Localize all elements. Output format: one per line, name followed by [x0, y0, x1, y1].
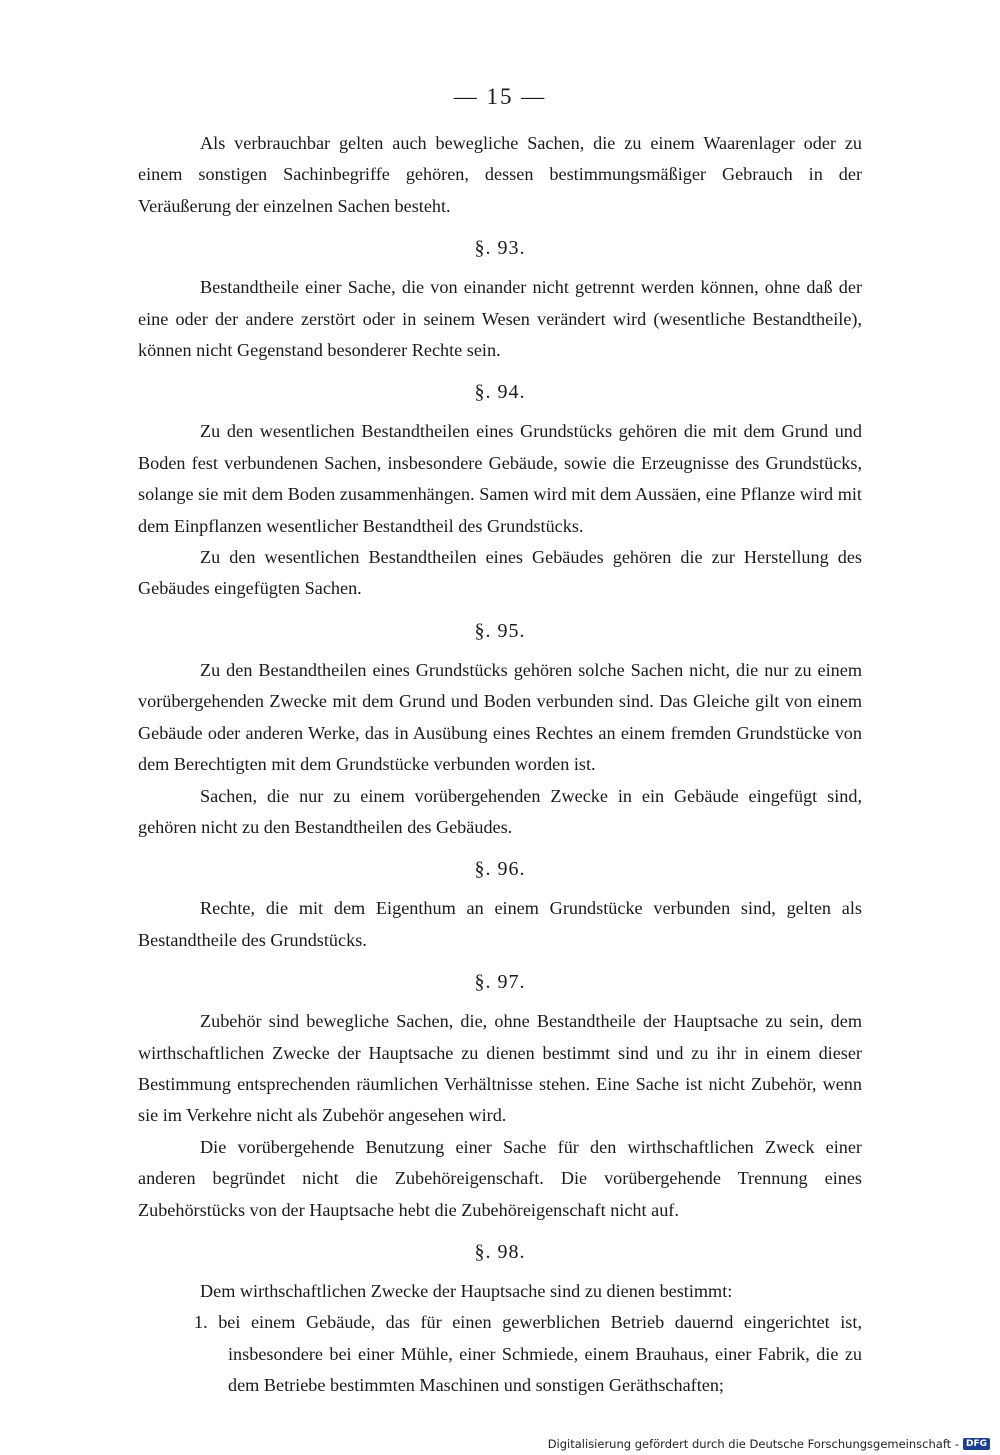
section-94: [138, 378, 862, 604]
dfg-logo: DFG: [963, 1438, 990, 1450]
section-heading: §. 97.: [474, 971, 526, 994]
list-item: 1. bei einem Gebäude, das für einen gewerblichen Betrieb dauernd eingerichtet ist, insbesondere bei einer Mühle, einer Schmiede, einem Brauhaus, einer Fabrik, die zu dem Betriebe bestimmten Maschinen und sonstigen Geräthschaften;: [194, 1312, 862, 1396]
paragraph: Zu den Bestandtheilen eines Grundstücks gehören solche Sachen nicht, die nur zu einem vorübergehenden Zwecke mit dem Grund und Boden verbunden sind. Das Gleiche gilt von einem Gebäude oder anderen Werke, das in Ausübung eines Rechtes an einem fremden Grundstücke von dem Berechtigten mit dem Grundstücke verbunden worden ist.: [138, 659, 862, 775]
page-number: — 15 —: [453, 84, 547, 109]
footer-text: Digitalisierung gefördert durch die Deutsche Forschungsgemeinschaft -: [547, 1437, 959, 1451]
paragraph: Rechte, die mit dem Eigenthum an einem Grundstücke verbunden sind, gelten als Bestandtheile des Grundstücks.: [138, 898, 862, 950]
intro-paragraph: Als verbrauchbar gelten auch bewegliche Sachen, die zu einem Waarenlager oder zu einem sonstigen Sachinbegriffe gehören, dessen bestimmungsmäßiger Gebrauch in der Veräußerung der einzelnen Sachen besteht.: [138, 133, 862, 216]
section-98: [138, 1238, 862, 1402]
section-heading: §. 95.: [474, 619, 526, 642]
paragraph: Dem wirthschaftlichen Zwecke der Hauptsache sind zu dienen bestimmt:: [200, 1280, 733, 1301]
section-heading: §. 98.: [474, 1240, 526, 1263]
section-heading: §. 94.: [474, 381, 526, 404]
paragraph: Bestandtheile einer Sache, die von einander nicht getrennt werden können, ohne daß der eine oder der andere zerstört oder in seinem Wesen verändert wird (wesentliche Bestandtheile), können nicht Gegenstand besonderer Rechte sein.: [138, 277, 862, 361]
document-body: [138, 128, 862, 1402]
section-heading: §. 93.: [474, 237, 526, 260]
digitization-footer: [548, 1437, 990, 1451]
section-97: [138, 968, 862, 1226]
paragraph: Zubehör sind bewegliche Sachen, die, ohne Bestandtheile der Hauptsache zu sein, dem wirthschaftlichen Zwecke der Hauptsache zu dienen bestimmt sind und zu ihr in einem dieser Bestimmung entsprechenden räumlichen Verhältnisse stehen. Eine Sache ist nicht Zubehör, wenn sie im Verkehre nicht als Zubehör angesehen wird.: [138, 1011, 862, 1126]
section-96: [138, 855, 862, 956]
paragraph: Zu den wesentlichen Bestandtheilen eines Grundstücks gehören die mit dem Grund und Boden fest verbundenen Sachen, insbesondere Gebäude, sowie die Erzeugnisse des Grundstücks, solange sie mit dem Boden zusammenhängen. Samen wird mit dem Aussäen, eine Pflanze wird mit dem Einpflanzen wesentlicher Bestandtheil des Grundstücks.: [138, 421, 862, 536]
paragraph: Die vorübergehende Benutzung einer Sache für den wirthschaftlichen Zweck einer anderen begründet nicht die Zubehöreigenschaft. Die vorübergehende Trennung eines Zubehörstücks von der Hauptsache hebt die Zubehöreigenschaft nicht auf.: [138, 1136, 862, 1220]
section-93: [138, 234, 862, 366]
section-95: [138, 617, 862, 843]
paragraph: Zu den wesentlichen Bestandtheilen eines Gebäudes gehören die zur Herstellung des Gebäudes eingefügten Sachen.: [138, 547, 862, 599]
paragraph: Sachen, die nur zu einem vorübergehenden Zwecke in ein Gebäude eingefügt sind, gehören nicht zu den Bestandtheilen des Gebäudes.: [138, 785, 862, 837]
section-heading: §. 96.: [474, 858, 526, 881]
